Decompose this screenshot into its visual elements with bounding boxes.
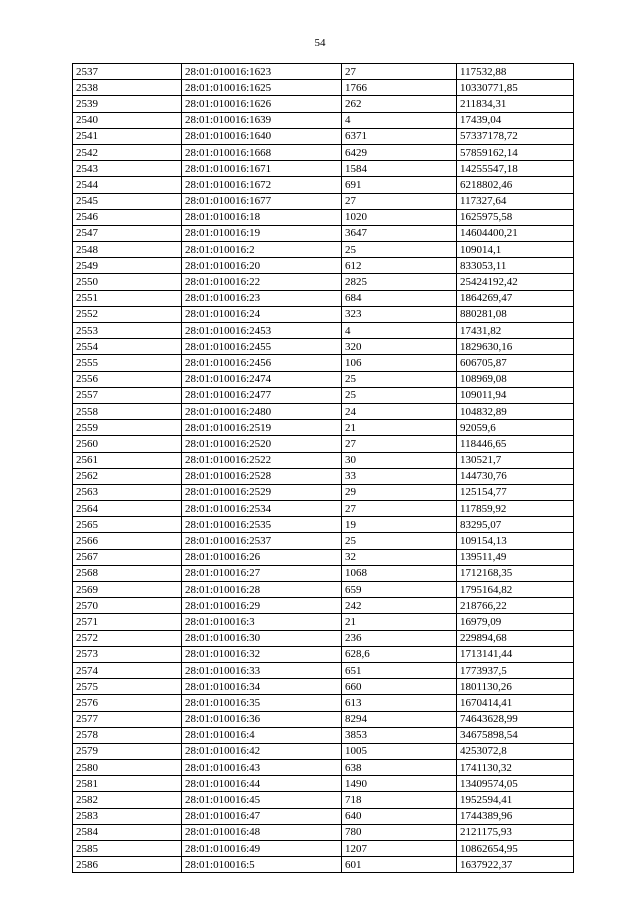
cadastral-number-cell: 28:01:010016:22 — [182, 274, 342, 290]
row-number-cell: 2544 — [73, 177, 182, 193]
area-cell: 262 — [342, 96, 457, 112]
cadastral-number-cell: 28:01:010016:45 — [182, 792, 342, 808]
table-row — [73, 403, 574, 419]
value-cell: 92059,6 — [457, 420, 574, 436]
cadastral-number-cell: 28:01:010016:33 — [182, 662, 342, 678]
value-cell: 83295,07 — [457, 517, 574, 533]
cadastral-number-cell: 28:01:010016:1677 — [182, 193, 342, 209]
table-row — [73, 565, 574, 581]
cadastral-number-cell: 28:01:010016:2519 — [182, 420, 342, 436]
cadastral-number-cell: 28:01:010016:1623 — [182, 64, 342, 80]
table-row — [73, 760, 574, 776]
area-cell: 323 — [342, 306, 457, 322]
row-number-cell: 2554 — [73, 339, 182, 355]
table-row — [73, 436, 574, 452]
value-cell: 1801130,26 — [457, 679, 574, 695]
cadastral-number-cell: 28:01:010016:48 — [182, 824, 342, 840]
table-row — [73, 193, 574, 209]
area-cell: 1766 — [342, 80, 457, 96]
row-number-cell: 2575 — [73, 679, 182, 695]
row-number-cell: 2581 — [73, 776, 182, 792]
row-number-cell: 2561 — [73, 452, 182, 468]
cadastral-table — [72, 63, 574, 873]
cadastral-number-cell: 28:01:010016:36 — [182, 711, 342, 727]
cadastral-number-cell: 28:01:010016:20 — [182, 258, 342, 274]
area-cell: 4 — [342, 323, 457, 339]
value-cell: 139511,49 — [457, 549, 574, 565]
row-number-cell: 2539 — [73, 96, 182, 112]
table-row — [73, 549, 574, 565]
area-cell: 320 — [342, 339, 457, 355]
value-cell: 109154,13 — [457, 533, 574, 549]
row-number-cell: 2541 — [73, 128, 182, 144]
table-row — [73, 468, 574, 484]
value-cell: 4253072,8 — [457, 743, 574, 759]
row-number-cell: 2566 — [73, 533, 182, 549]
value-cell: 211834,31 — [457, 96, 574, 112]
value-cell: 10330771,85 — [457, 80, 574, 96]
value-cell: 1952594,41 — [457, 792, 574, 808]
table-row — [73, 290, 574, 306]
cadastral-number-cell: 28:01:010016:28 — [182, 582, 342, 598]
value-cell: 1670414,41 — [457, 695, 574, 711]
value-cell: 13409574,05 — [457, 776, 574, 792]
area-cell: 29 — [342, 484, 457, 500]
area-cell: 32 — [342, 549, 457, 565]
row-number-cell: 2546 — [73, 209, 182, 225]
table-row — [73, 112, 574, 128]
table-row — [73, 80, 574, 96]
row-number-cell: 2560 — [73, 436, 182, 452]
table-row — [73, 484, 574, 500]
row-number-cell: 2545 — [73, 193, 182, 209]
table-row — [73, 355, 574, 371]
value-cell: 229894,68 — [457, 630, 574, 646]
value-cell: 117859,92 — [457, 501, 574, 517]
table-row — [73, 695, 574, 711]
row-number-cell: 2571 — [73, 614, 182, 630]
cadastral-number-cell: 28:01:010016:30 — [182, 630, 342, 646]
table-row — [73, 371, 574, 387]
table-row — [73, 517, 574, 533]
value-cell: 118446,65 — [457, 436, 574, 452]
table-row — [73, 339, 574, 355]
value-cell: 57859162,14 — [457, 144, 574, 160]
value-cell: 108969,08 — [457, 371, 574, 387]
value-cell: 10862654,95 — [457, 841, 574, 857]
value-cell: 2121175,93 — [457, 824, 574, 840]
cadastral-number-cell: 28:01:010016:44 — [182, 776, 342, 792]
value-cell: 218766,22 — [457, 598, 574, 614]
row-number-cell: 2537 — [73, 64, 182, 80]
table-row — [73, 841, 574, 857]
row-number-cell: 2578 — [73, 727, 182, 743]
table-row — [73, 144, 574, 160]
table-row — [73, 711, 574, 727]
row-number-cell: 2550 — [73, 274, 182, 290]
area-cell: 601 — [342, 857, 457, 873]
row-number-cell: 2568 — [73, 565, 182, 581]
area-cell: 684 — [342, 290, 457, 306]
cadastral-number-cell: 28:01:010016:5 — [182, 857, 342, 873]
cadastral-number-cell: 28:01:010016:27 — [182, 565, 342, 581]
area-cell: 24 — [342, 403, 457, 419]
cadastral-number-cell: 28:01:010016:4 — [182, 727, 342, 743]
table-row — [73, 225, 574, 241]
row-number-cell: 2548 — [73, 242, 182, 258]
cadastral-number-cell: 28:01:010016:1626 — [182, 96, 342, 112]
area-cell: 236 — [342, 630, 457, 646]
cadastral-number-cell: 28:01:010016:32 — [182, 646, 342, 662]
row-number-cell: 2569 — [73, 582, 182, 598]
cadastral-number-cell: 28:01:010016:1639 — [182, 112, 342, 128]
cadastral-number-cell: 28:01:010016:2534 — [182, 501, 342, 517]
table-row — [73, 662, 574, 678]
table-row — [73, 614, 574, 630]
cadastral-number-cell: 28:01:010016:2480 — [182, 403, 342, 419]
area-cell: 1584 — [342, 161, 457, 177]
value-cell: 25424192,42 — [457, 274, 574, 290]
table-row — [73, 857, 574, 873]
cadastral-number-cell: 28:01:010016:18 — [182, 209, 342, 225]
cadastral-number-cell: 28:01:010016:23 — [182, 290, 342, 306]
value-cell: 1773937,5 — [457, 662, 574, 678]
value-cell: 14604400,21 — [457, 225, 574, 241]
cadastral-number-cell: 28:01:010016:2537 — [182, 533, 342, 549]
cadastral-number-cell: 28:01:010016:35 — [182, 695, 342, 711]
row-number-cell: 2584 — [73, 824, 182, 840]
area-cell: 25 — [342, 533, 457, 549]
row-number-cell: 2567 — [73, 549, 182, 565]
row-number-cell: 2538 — [73, 80, 182, 96]
row-number-cell: 2579 — [73, 743, 182, 759]
table-row — [73, 306, 574, 322]
area-cell: 2825 — [342, 274, 457, 290]
area-cell: 638 — [342, 760, 457, 776]
table-row — [73, 177, 574, 193]
value-cell: 109014,1 — [457, 242, 574, 258]
area-cell: 242 — [342, 598, 457, 614]
table-row — [73, 274, 574, 290]
table-row — [73, 64, 574, 80]
table-row — [73, 792, 574, 808]
area-cell: 25 — [342, 242, 457, 258]
area-cell: 8294 — [342, 711, 457, 727]
row-number-cell: 2557 — [73, 387, 182, 403]
area-cell: 3853 — [342, 727, 457, 743]
value-cell: 1625975,58 — [457, 209, 574, 225]
table-row — [73, 582, 574, 598]
row-number-cell: 2552 — [73, 306, 182, 322]
table-row — [73, 598, 574, 614]
area-cell: 651 — [342, 662, 457, 678]
area-cell: 1207 — [342, 841, 457, 857]
cadastral-number-cell: 28:01:010016:1625 — [182, 80, 342, 96]
cadastral-number-cell: 28:01:010016:1668 — [182, 144, 342, 160]
row-number-cell: 2577 — [73, 711, 182, 727]
table-row — [73, 128, 574, 144]
value-cell: 1795164,82 — [457, 582, 574, 598]
cadastral-number-cell: 28:01:010016:47 — [182, 808, 342, 824]
table-row — [73, 679, 574, 695]
cadastral-number-cell: 28:01:010016:42 — [182, 743, 342, 759]
cadastral-number-cell: 28:01:010016:2474 — [182, 371, 342, 387]
value-cell: 16979,09 — [457, 614, 574, 630]
row-number-cell: 2543 — [73, 161, 182, 177]
row-number-cell: 2563 — [73, 484, 182, 500]
row-number-cell: 2556 — [73, 371, 182, 387]
table-row — [73, 824, 574, 840]
table-row — [73, 387, 574, 403]
table-row — [73, 727, 574, 743]
value-cell: 1713141,44 — [457, 646, 574, 662]
row-number-cell: 2562 — [73, 468, 182, 484]
value-cell: 144730,76 — [457, 468, 574, 484]
table-row — [73, 242, 574, 258]
cadastral-number-cell: 28:01:010016:2453 — [182, 323, 342, 339]
table-row — [73, 743, 574, 759]
area-cell: 659 — [342, 582, 457, 598]
cadastral-number-cell: 28:01:010016:26 — [182, 549, 342, 565]
area-cell: 30 — [342, 452, 457, 468]
area-cell: 27 — [342, 436, 457, 452]
area-cell: 3647 — [342, 225, 457, 241]
row-number-cell: 2564 — [73, 501, 182, 517]
area-cell: 27 — [342, 501, 457, 517]
row-number-cell: 2580 — [73, 760, 182, 776]
table-row — [73, 808, 574, 824]
area-cell: 21 — [342, 420, 457, 436]
value-cell: 606705,87 — [457, 355, 574, 371]
cadastral-number-cell: 28:01:010016:2520 — [182, 436, 342, 452]
table-row — [73, 630, 574, 646]
value-cell: 117327,64 — [457, 193, 574, 209]
value-cell: 125154,77 — [457, 484, 574, 500]
value-cell: 1712168,35 — [457, 565, 574, 581]
table-row — [73, 323, 574, 339]
row-number-cell: 2574 — [73, 662, 182, 678]
area-cell: 33 — [342, 468, 457, 484]
cadastral-number-cell: 28:01:010016:1671 — [182, 161, 342, 177]
row-number-cell: 2586 — [73, 857, 182, 873]
cadastral-number-cell: 28:01:010016:2456 — [182, 355, 342, 371]
row-number-cell: 2583 — [73, 808, 182, 824]
cadastral-number-cell: 28:01:010016:43 — [182, 760, 342, 776]
value-cell: 17439,04 — [457, 112, 574, 128]
table-row — [73, 452, 574, 468]
row-number-cell: 2570 — [73, 598, 182, 614]
area-cell: 27 — [342, 193, 457, 209]
table-row — [73, 258, 574, 274]
value-cell: 880281,08 — [457, 306, 574, 322]
value-cell: 34675898,54 — [457, 727, 574, 743]
cadastral-number-cell: 28:01:010016:49 — [182, 841, 342, 857]
table-row — [73, 646, 574, 662]
table-row — [73, 96, 574, 112]
value-cell: 14255547,18 — [457, 161, 574, 177]
area-cell: 19 — [342, 517, 457, 533]
value-cell: 109011,94 — [457, 387, 574, 403]
area-cell: 1490 — [342, 776, 457, 792]
area-cell: 613 — [342, 695, 457, 711]
area-cell: 718 — [342, 792, 457, 808]
row-number-cell: 2540 — [73, 112, 182, 128]
cadastral-number-cell: 28:01:010016:1672 — [182, 177, 342, 193]
value-cell: 117532,88 — [457, 64, 574, 80]
cadastral-number-cell: 28:01:010016:2477 — [182, 387, 342, 403]
cadastral-number-cell: 28:01:010016:34 — [182, 679, 342, 695]
row-number-cell: 2553 — [73, 323, 182, 339]
area-cell: 4 — [342, 112, 457, 128]
row-number-cell: 2559 — [73, 420, 182, 436]
area-cell: 25 — [342, 371, 457, 387]
area-cell: 106 — [342, 355, 457, 371]
area-cell: 1068 — [342, 565, 457, 581]
area-cell: 6371 — [342, 128, 457, 144]
row-number-cell: 2573 — [73, 646, 182, 662]
table-row — [73, 420, 574, 436]
value-cell: 1744389,96 — [457, 808, 574, 824]
table-row — [73, 161, 574, 177]
area-cell: 691 — [342, 177, 457, 193]
table-row — [73, 209, 574, 225]
area-cell: 660 — [342, 679, 457, 695]
area-cell: 628,6 — [342, 646, 457, 662]
cadastral-number-cell: 28:01:010016:19 — [182, 225, 342, 241]
table-row — [73, 776, 574, 792]
row-number-cell: 2549 — [73, 258, 182, 274]
area-cell: 21 — [342, 614, 457, 630]
cadastral-number-cell: 28:01:010016:24 — [182, 306, 342, 322]
value-cell: 130521,7 — [457, 452, 574, 468]
row-number-cell: 2582 — [73, 792, 182, 808]
row-number-cell: 2542 — [73, 144, 182, 160]
area-cell: 27 — [342, 64, 457, 80]
value-cell: 6218802,46 — [457, 177, 574, 193]
cadastral-number-cell: 28:01:010016:2455 — [182, 339, 342, 355]
cadastral-number-cell: 28:01:010016:3 — [182, 614, 342, 630]
value-cell: 1637922,37 — [457, 857, 574, 873]
value-cell: 1864269,47 — [457, 290, 574, 306]
value-cell: 17431,82 — [457, 323, 574, 339]
cadastral-number-cell: 28:01:010016:2529 — [182, 484, 342, 500]
cadastral-number-cell: 28:01:010016:2528 — [182, 468, 342, 484]
value-cell: 1741130,32 — [457, 760, 574, 776]
area-cell: 1020 — [342, 209, 457, 225]
table-row — [73, 533, 574, 549]
area-cell: 25 — [342, 387, 457, 403]
table-body — [73, 64, 574, 873]
row-number-cell: 2555 — [73, 355, 182, 371]
cadastral-number-cell: 28:01:010016:2522 — [182, 452, 342, 468]
cadastral-number-cell: 28:01:010016:29 — [182, 598, 342, 614]
area-cell: 1005 — [342, 743, 457, 759]
row-number-cell: 2585 — [73, 841, 182, 857]
row-number-cell: 2547 — [73, 225, 182, 241]
value-cell: 1829630,16 — [457, 339, 574, 355]
value-cell: 833053,11 — [457, 258, 574, 274]
table-row — [73, 501, 574, 517]
value-cell: 57337178,72 — [457, 128, 574, 144]
row-number-cell: 2551 — [73, 290, 182, 306]
row-number-cell: 2572 — [73, 630, 182, 646]
row-number-cell: 2565 — [73, 517, 182, 533]
area-cell: 780 — [342, 824, 457, 840]
value-cell: 104832,89 — [457, 403, 574, 419]
area-cell: 640 — [342, 808, 457, 824]
cadastral-number-cell: 28:01:010016:2 — [182, 242, 342, 258]
cadastral-number-cell: 28:01:010016:2535 — [182, 517, 342, 533]
area-cell: 612 — [342, 258, 457, 274]
row-number-cell: 2558 — [73, 403, 182, 419]
cadastral-number-cell: 28:01:010016:1640 — [182, 128, 342, 144]
page-number: 54 — [314, 37, 326, 49]
row-number-cell: 2576 — [73, 695, 182, 711]
area-cell: 6429 — [342, 144, 457, 160]
value-cell: 74643628,99 — [457, 711, 574, 727]
